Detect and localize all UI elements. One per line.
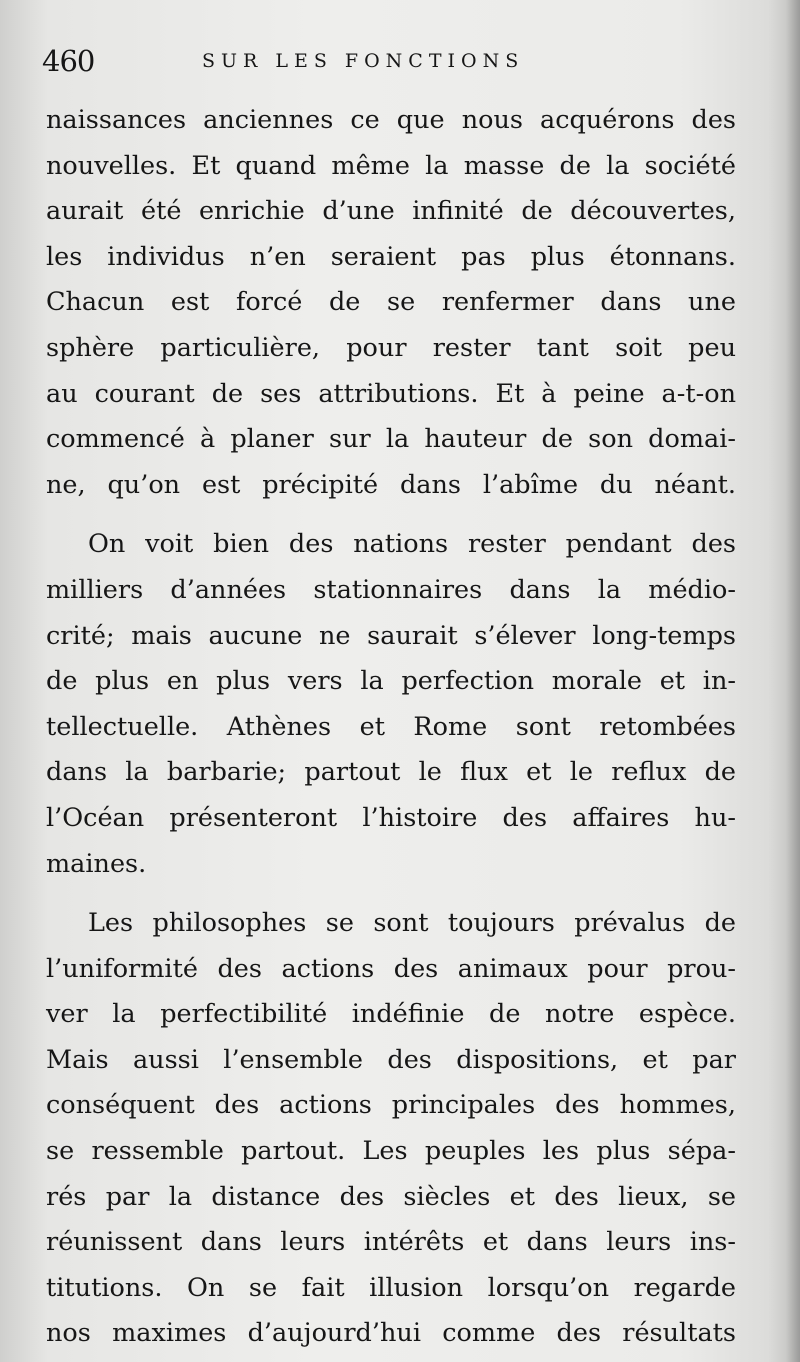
- paragraph-2: [46, 522, 736, 887]
- text-line: de plus en plus vers la perfection morale et in-: [46, 666, 736, 697]
- text-line: Chacun est forcé de se renfermer dans une: [46, 287, 736, 318]
- text-line: tellectuelle. Athènes et Rome sont retombées: [46, 711, 736, 742]
- text-line: Mais aussi l’ensemble des dispositions, et par: [46, 1044, 736, 1075]
- text-line: au courant de ses attributions. Et à peine a-t-on: [46, 378, 736, 409]
- text-line: se ressemble partout. Les peuples les plus sépa-: [46, 1136, 736, 1167]
- text-line: titutions. On se fait illusion lorsqu’on regarde: [46, 1272, 736, 1303]
- text-line: les individus n’en seraient pas plus étonnans.: [46, 241, 736, 272]
- text-line: l’Océan présenteront l’histoire des affaires hu-: [46, 802, 736, 833]
- text-line: Les philosophes se sont toujours prévalus de: [88, 908, 736, 939]
- text-line: naissances anciennes ce que nous acquérons des: [46, 105, 736, 135]
- text-line: nouvelles. Et quand même la masse de la société: [46, 150, 736, 181]
- text-line: commencé à planer sur la hauteur de son domai-: [46, 424, 736, 455]
- running-head: SUR LES FONCTIONS: [202, 50, 525, 72]
- paragraph-3: [46, 901, 736, 1357]
- body-text: [46, 98, 736, 1362]
- page-header: [42, 44, 582, 84]
- text-line: crité; mais aucune ne saurait s’élever long-temps: [46, 620, 736, 651]
- text-line: conséquent des actions principales des hommes,: [46, 1090, 736, 1121]
- text-line: sphère particulière, pour rester tant soit peu: [46, 332, 736, 363]
- page-number: 460: [42, 44, 95, 78]
- text-line: réunissent dans leurs intérêts et dans leurs ins-: [46, 1227, 736, 1258]
- text-line: ne, qu’on est précipité dans l’abîme du néant.: [46, 469, 736, 500]
- text-line: milliers d’années stationnaires dans la médio-: [46, 574, 736, 605]
- text-line: On voit bien des nations rester pendant des: [88, 529, 736, 560]
- text-line: dans la barbarie; partout le flux et le reflux de: [46, 757, 736, 788]
- text-line: rés par la distance des siècles et des lieux, se: [46, 1181, 736, 1212]
- text-line: aurait été enrichie d’une infinité de découvertes,: [46, 196, 736, 227]
- text-line: l’uniformité des actions des animaux pour prou-: [46, 953, 736, 984]
- text-line: ver la perfectibilité indéfinie de notre espèce.: [46, 999, 736, 1030]
- text-line: nos maximes d’aujourd’hui comme des résultats: [46, 1318, 736, 1349]
- text-line: maines.: [46, 848, 147, 879]
- paragraph-1: [46, 98, 736, 508]
